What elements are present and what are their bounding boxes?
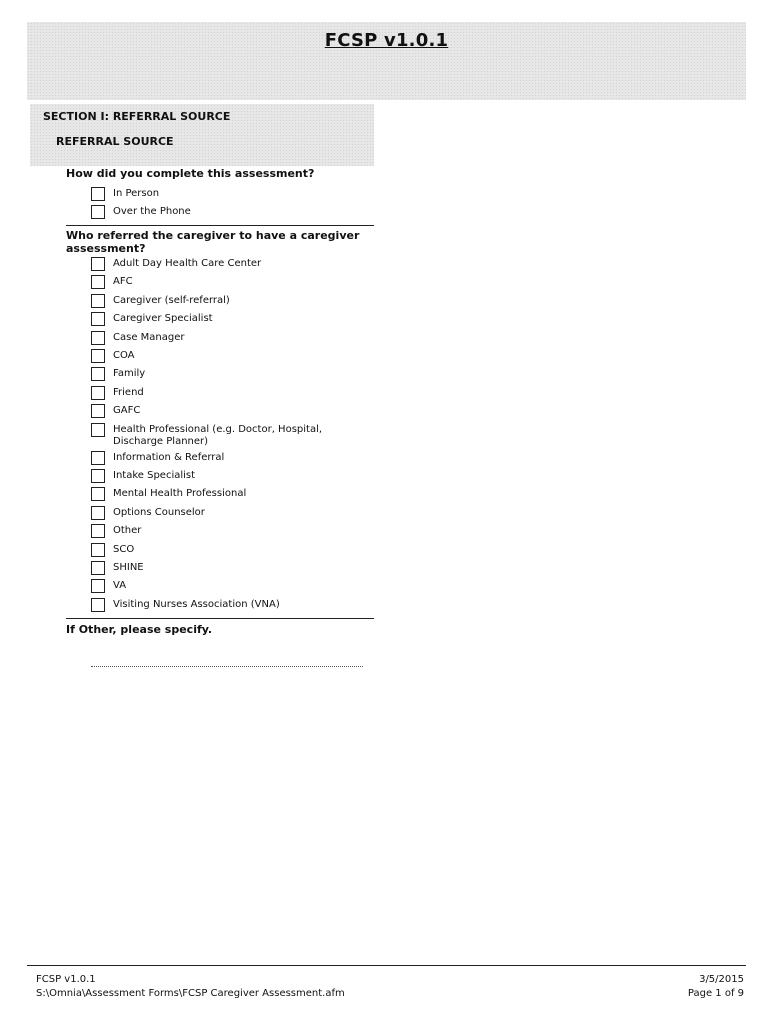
option-label: Other (113, 525, 142, 537)
divider (66, 225, 374, 226)
option-label: Mental Health Professional (113, 488, 247, 500)
checkbox[interactable] (91, 331, 105, 345)
option-row[interactable] (91, 332, 361, 345)
checkbox[interactable] (91, 386, 105, 400)
option-label: Friend (113, 386, 144, 398)
question-completion-method: How did you complete this assessment? (66, 167, 315, 180)
checkbox[interactable] (91, 543, 105, 557)
option-row[interactable] (91, 276, 361, 289)
option-row[interactable] (91, 206, 361, 219)
footer-page-number: Page 1 of 9 (687, 988, 744, 999)
checkbox[interactable] (91, 187, 105, 201)
document-title: FCSP v1.0.1 (324, 30, 449, 51)
option-label: Caregiver Specialist (113, 313, 213, 325)
option-label: Case Manager (113, 331, 185, 343)
option-label: Visiting Nurses Association (VNA) (113, 598, 280, 610)
checkbox[interactable] (91, 294, 105, 308)
checkbox[interactable] (91, 423, 105, 437)
question-referral-source: Who referred the caregiver to have a caregiver assessment? (66, 229, 360, 255)
option-row[interactable] (91, 580, 361, 593)
question-other-specify: If Other, please specify. (66, 623, 213, 636)
checkbox[interactable] (91, 469, 105, 483)
other-specify-field[interactable] (91, 666, 363, 667)
checkbox[interactable] (91, 404, 105, 418)
subsection-title: REFERRAL SOURCE (56, 135, 174, 148)
option-label: SCO (113, 543, 135, 555)
option-row[interactable] (91, 258, 361, 271)
header-band (27, 22, 746, 100)
section-header (30, 104, 374, 166)
option-label: COA (113, 350, 135, 361)
checkbox[interactable] (91, 312, 105, 326)
option-row[interactable] (91, 350, 361, 363)
checkbox[interactable] (91, 598, 105, 612)
option-row[interactable] (91, 188, 361, 201)
checkbox[interactable] (91, 451, 105, 465)
option-row[interactable] (91, 544, 361, 557)
option-label: AFC (113, 276, 133, 288)
option-row[interactable] (91, 295, 361, 308)
checkbox[interactable] (91, 275, 105, 289)
option-label: GAFC (113, 405, 141, 417)
checkbox[interactable] (91, 367, 105, 381)
option-label: In Person (113, 188, 160, 199)
option-row[interactable] (91, 562, 361, 575)
option-label: Intake Specialist (113, 470, 196, 481)
option-row[interactable] (91, 452, 361, 465)
checkbox[interactable] (91, 487, 105, 501)
footer-form-version: FCSP v1.0.1 (36, 974, 96, 985)
option-row[interactable] (91, 313, 361, 326)
option-row[interactable] (91, 488, 361, 501)
option-label: Adult Day Health Care Center (113, 258, 262, 269)
checkbox[interactable] (91, 561, 105, 575)
option-label: Information & Referral (113, 451, 225, 463)
option-label: SHINE (113, 562, 144, 573)
option-label: Health Professional (e.g. Doctor, Hospital, Discharge Planner) (113, 423, 323, 447)
option-label: Caregiver (self-referral) (113, 294, 230, 306)
footer-divider (27, 965, 746, 966)
option-row[interactable] (91, 470, 361, 483)
checkbox[interactable] (91, 524, 105, 538)
checkbox[interactable] (91, 205, 105, 219)
option-row[interactable] (91, 507, 361, 520)
checkbox[interactable] (91, 506, 105, 520)
option-label: Family (113, 368, 146, 380)
option-row[interactable] (91, 387, 361, 400)
option-label: Options Counselor (113, 506, 205, 518)
option-label: VA (113, 580, 127, 592)
checkbox[interactable] (91, 349, 105, 363)
option-label: Over the Phone (113, 206, 191, 217)
footer-left (36, 973, 345, 1001)
section-title: SECTION I: REFERRAL SOURCE (43, 110, 231, 123)
footer-right (688, 973, 744, 1001)
option-row[interactable] (91, 599, 361, 612)
footer-file-path: S:\Omnia\Assessment Forms\FCSP Caregiver Assessment.afm (36, 988, 345, 999)
divider (66, 618, 374, 619)
option-row[interactable] (91, 368, 361, 381)
footer-date: 3/5/2015 (699, 974, 744, 985)
checkbox[interactable] (91, 579, 105, 593)
option-row[interactable] (91, 424, 361, 448)
checkbox[interactable] (91, 257, 105, 271)
option-row[interactable] (91, 525, 361, 538)
option-row[interactable] (91, 405, 361, 418)
